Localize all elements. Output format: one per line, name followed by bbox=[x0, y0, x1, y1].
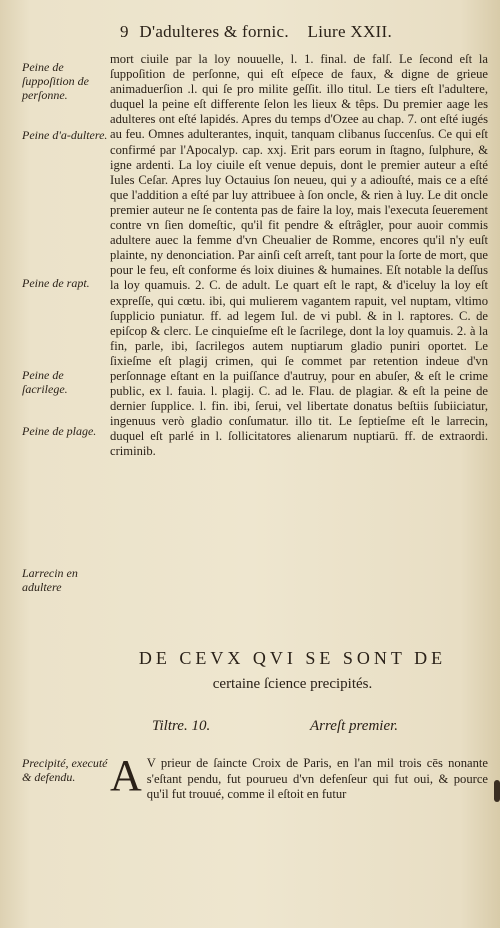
margin-note-rapt: Peine de rapt. bbox=[22, 276, 90, 290]
margin-note-larrecin: Larrecin en adultere bbox=[22, 566, 78, 594]
final-paragraph bbox=[110, 751, 488, 803]
margin-note-plage: Peine de plage. bbox=[22, 424, 97, 438]
page-edge-mark bbox=[494, 780, 500, 802]
margin-note-suppostion: Peine de ſuppoſition de perſonne. bbox=[22, 60, 89, 102]
book-number: Liure XXII. bbox=[307, 22, 393, 41]
arrest-label: Arreſt premier. bbox=[310, 718, 399, 734]
section-subheading: certaine ſcience precipités. bbox=[212, 676, 373, 692]
final-paragraph-text: V prieur de ſaincte Croix de Paris, en l'an mil trois cēs nonante s'eſtant pendu, fut pourueu d'vn defenſeur qui fut oui, & pource qu'il fut trouué, comme il eſtoit en futur bbox=[146, 756, 488, 801]
tiltre-label: Tiltre. 10. bbox=[152, 718, 211, 734]
margin-note-sacrilege: Peine de ſacrilege. bbox=[22, 368, 68, 396]
section-heading: DE CEVX QVI SE SONT DE bbox=[138, 648, 447, 668]
folio-number: 9 bbox=[120, 22, 129, 41]
running-title: D'adulteres & fornic. bbox=[139, 22, 289, 41]
main-text-block bbox=[110, 52, 488, 460]
page-header bbox=[120, 22, 490, 42]
margin-note-precipite: Precipité, executé & defendu. bbox=[22, 756, 108, 784]
margin-note-adultere: Peine d'a-dultere. bbox=[22, 128, 108, 142]
body-paragraph: mort ciuile par la loy nouuelle, l. 1. final. de falſ. Le ſecond eſt la ſuppoſition de perſonne, qui eſt eſpece de faux, & digne de grieue animaduerſion .l. qui ſe pro milite geſſit. illo titul. Le tiers eſt l'adultere, duquel la peine eſt differente ſelon les lieux & têps. Du premier aage les adulteres ont eſté lapidés. Apres du temps d'Ozee au chap. 7. ont eſté iugés au feu. Omnes adulterantes, inquit, tanquam clibanus ſuccenſus. Ce qui eſt confirmé par l'Apocalyp. cap. xxj. Erit pars eorum in ſtagno, ſulphure, & igne ardenti. La loy ciuile eſt venue depuis, dont le premier auteur a eſté Iules Ceſar. Apres luy Octauius ſon neueu, qui y a adiouſté, mais ce a eſté que l'addition a eſté par luy attribuee à ſon oncle, & rien à luy. Le dit oncle premier auteur ne ſe contenta pas de faire la loy, mais l'executa ſeuerement contre vn ſien domeſtic, qu'il fit pendre & eſtrâgler, pour auoir commis adultere auec la femme d'vn Cheualier de Romme, encores qu'il n'y euſt plainte, ny denonciation. Par ainſi ceſt arreſt, tant pour la ſorte de mort, que pour le feu, eſt conforme és loix diuines & humaines. Eſt notable la deſſus la loy quamuis. 2. C. de adult. Le quart eſt le rapt, & d'iceluy la loy eſt expreſſe, qui cœtu. ibi, qui mulierem vagantem rapuit, vel nuptam, vltimo ſupplicio puniatur. ff. ad legem Iul. de vi publ. & in l. raptores. C. de epiſcop & clerc. Le cinquieſme eſt le ſacrilege, dont la loy quamuis. 2. à la fin, parle, ibi, ſacrilegos autem nuptiarum gladio puniri oportet. Le ſixieſme eſt plagij crimen, qui ſe commet par retention indeue d'vn perſonnage eſtant en la puiſſance d'autruy, pour en abuſer, & eſt le crime public, ex l. fauia. l. plagij. C. ad le. Flau. de plagiar. & eſt la peine de dernier ſupplice. l. fin. ibi, ſerui, vel libertate donatus beſtiis ſubiiciatur, ingenuus verò gladio conſumatur. illo tit. Le ſeptieſme eſt le larrecin, duquel eſt parlé in l. ſollicitatores alienarum nuptiarū. ff. de extraordi. criminib. bbox=[110, 52, 488, 459]
drop-cap: A bbox=[110, 751, 142, 800]
